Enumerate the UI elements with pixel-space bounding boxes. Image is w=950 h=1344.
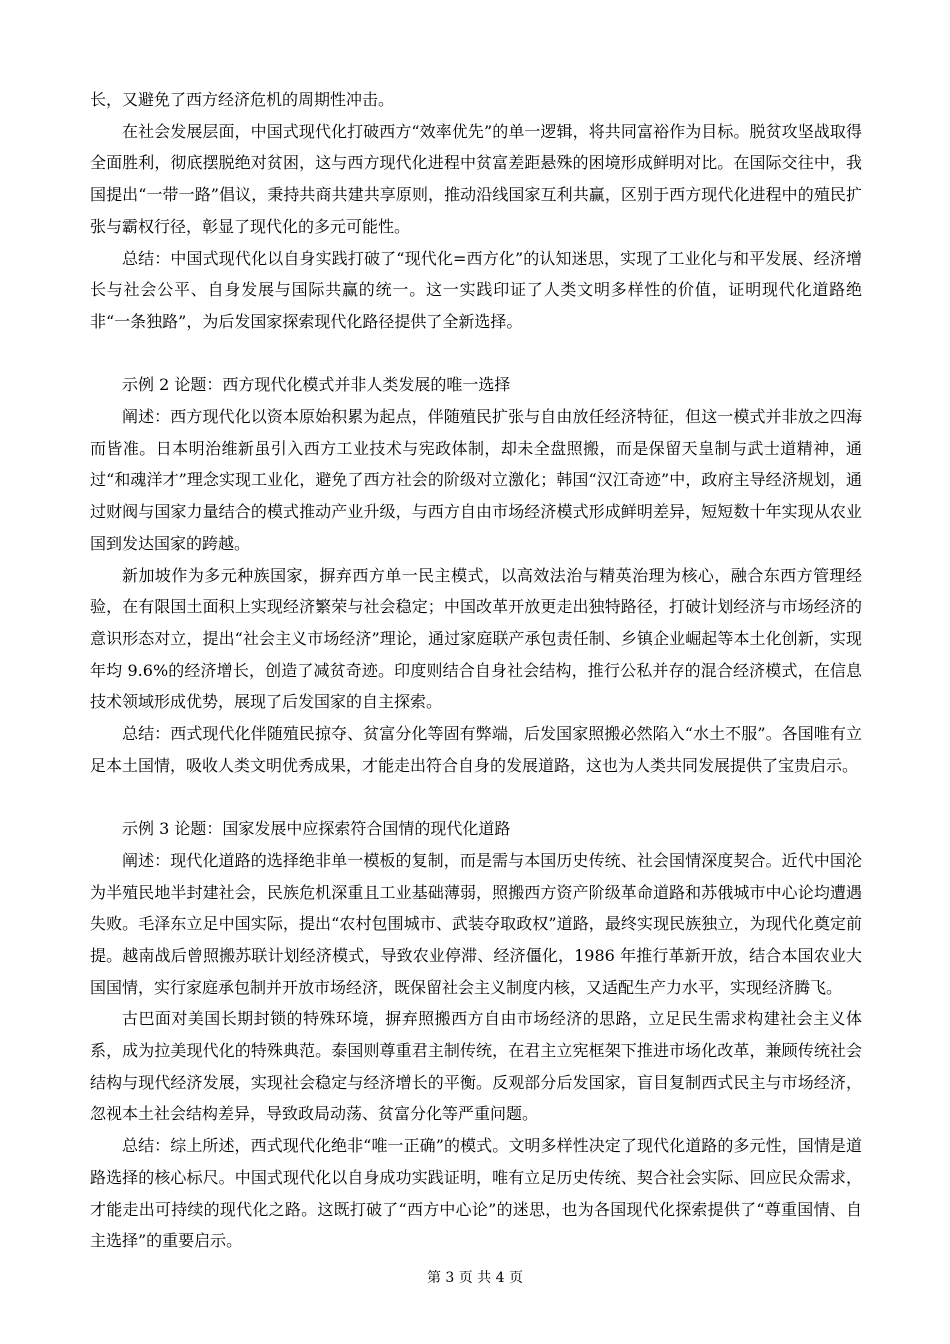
example2-heading: 示例 2 论题：西方现代化模式并非人类发展的唯一选择 [122,375,511,395]
section-spacer [90,781,862,813]
example2-paragraph-2: 新加坡作为多元种族国家，摒弃西方单一民主模式，以高效法治与精英治理为核心，融合东西方管理经验，在有限国土面积上实现经济繁荣与社会稳定；中国改革开放更走出独特路径，打破计划经济与市场经济的意识形态对立，提出“社会主义市场经济”理论，通过家庭联产承包责任制、乡镇企业崛起等本土化创新，实现年均 9.6%的经济增长，创造了减贫奇迹。印度则结合自身社会结构，推行公私并存的混合经济模式，在信息技术领域形成优势，展现了后发国家的自主探索。 [90,565,862,712]
continuation-paragraph: 长，又避免了西方经济危机的周期性冲击。 [90,90,395,109]
page-number-footer: 第 3 页 共 4 页 [426,1270,524,1286]
example2-summary-paragraph: 总结：西式现代化伴随殖民掠夺、贫富分化等固有弊端，后发国家照搬必然陷入“水土不服”。各国唯有立足本土国情，吸收人类文明优秀成果，才能走出符合自身的发展道路，这也为人类共同发展提供了宝贵启示。 [90,724,862,775]
document-page [90,84,862,1257]
example3-paragraph-2: 古巴面对美国长期封锁的特殊环境，摒弃照搬西方自由市场经济的思路，立足民生需求构建社会主义体系，成为拉美现代化的特殊典范。泰国则尊重君主制传统，在君主立宪框架下推进市场化改革，兼顾传统社会结构与现代经济发展，实现社会稳定与经济增长的平衡。反观部分后发国家，盲目复制西式民主与市场经济，忽视本土社会结构差异，导致政局动荡、贫富分化等严重问题。 [90,1009,862,1124]
example3-heading: 示例 3 论题：国家发展中应探索符合国情的现代化道路 [122,819,511,839]
example2-paragraph-1: 阐述：西方现代化以资本原始积累为起点，伴随殖民扩张与自由放任经济特征，但这一模式并非放之四海而皆准。日本明治维新虽引入西方工业技术与宪政体制，却未全盘照搬，而是保留天皇制与武士道精神，通过“和魂洋才”理念实现工业化，避免了西方社会的阶级对立激化；韩国“汉江奇迹”中，政府主导经济规划，通过财阀与国家力量结合的模式推动产业升级，与西方自由市场经济模式形成鲜明差异，短短数十年实现从农业国到发达国家的跨越。 [90,407,862,553]
example1-summary-paragraph: 总结：中国式现代化以自身实践打破了“现代化=西方化”的认知迷思，实现了工业化与和平发展、经济增长与社会公平、自身发展与国际共赢的统一。这一实践印证了人类文明多样性的价值，证明现代化道路绝非“一条独路”，为后发国家探索现代化路径提供了全新选择。 [90,248,862,331]
example3-summary-paragraph: 总结：综上所述，西式现代化绝非“唯一正确”的模式。文明多样性决定了现代化道路的多元性，国情是道路选择的核心标尺。中国式现代化以自身成功实践证明，唯有立足历史传统、契合社会实际、回应民众需求，才能走出可持续的现代化之路。这既打破了“西方中心论”的迷思，也为各国现代化探索提供了“尊重国情、自主选择”的重要启示。 [90,1136,862,1251]
social-development-paragraph: 在社会发展层面，中国式现代化打破西方“效率优先”的单一逻辑，将共同富裕作为目标。脱贫攻坚战取得全面胜利，彻底摆脱绝对贫困，这与西方现代化进程中贫富差距悬殊的困境形成鲜明对比。在国际交往中，我国提出“一带一路”倡议，秉持共商共建共享原则，推动沿线国家互利共赢，区别于西方现代化进程中的殖民扩张与霸权行径，彰显了现代化的多元可能性。 [90,121,862,236]
example3-paragraph-1: 阐述：现代化道路的选择绝非单一模板的复制，而是需与本国历史传统、社会国情深度契合。近代中国沦为半殖民地半封建社会，民族危机深重且工业基础薄弱，照搬西方资产阶级革命道路和苏俄城市中心论均遭遇失败。毛泽东立足中国实际，提出“农村包围城市、武装夺取政权”道路，最终实现民族独立，为现代化奠定前提。越南战后曾照搬苏联计划经济模式，导致农业停滞、经济僵化，1986 年推行革新开放，结合本国农业大国国情，实行家庭承包制并开放市场经济，既保留社会主义制度内核，又适配生产力水平，实现经济腾飞。 [90,850,862,997]
section-spacer [90,338,862,370]
